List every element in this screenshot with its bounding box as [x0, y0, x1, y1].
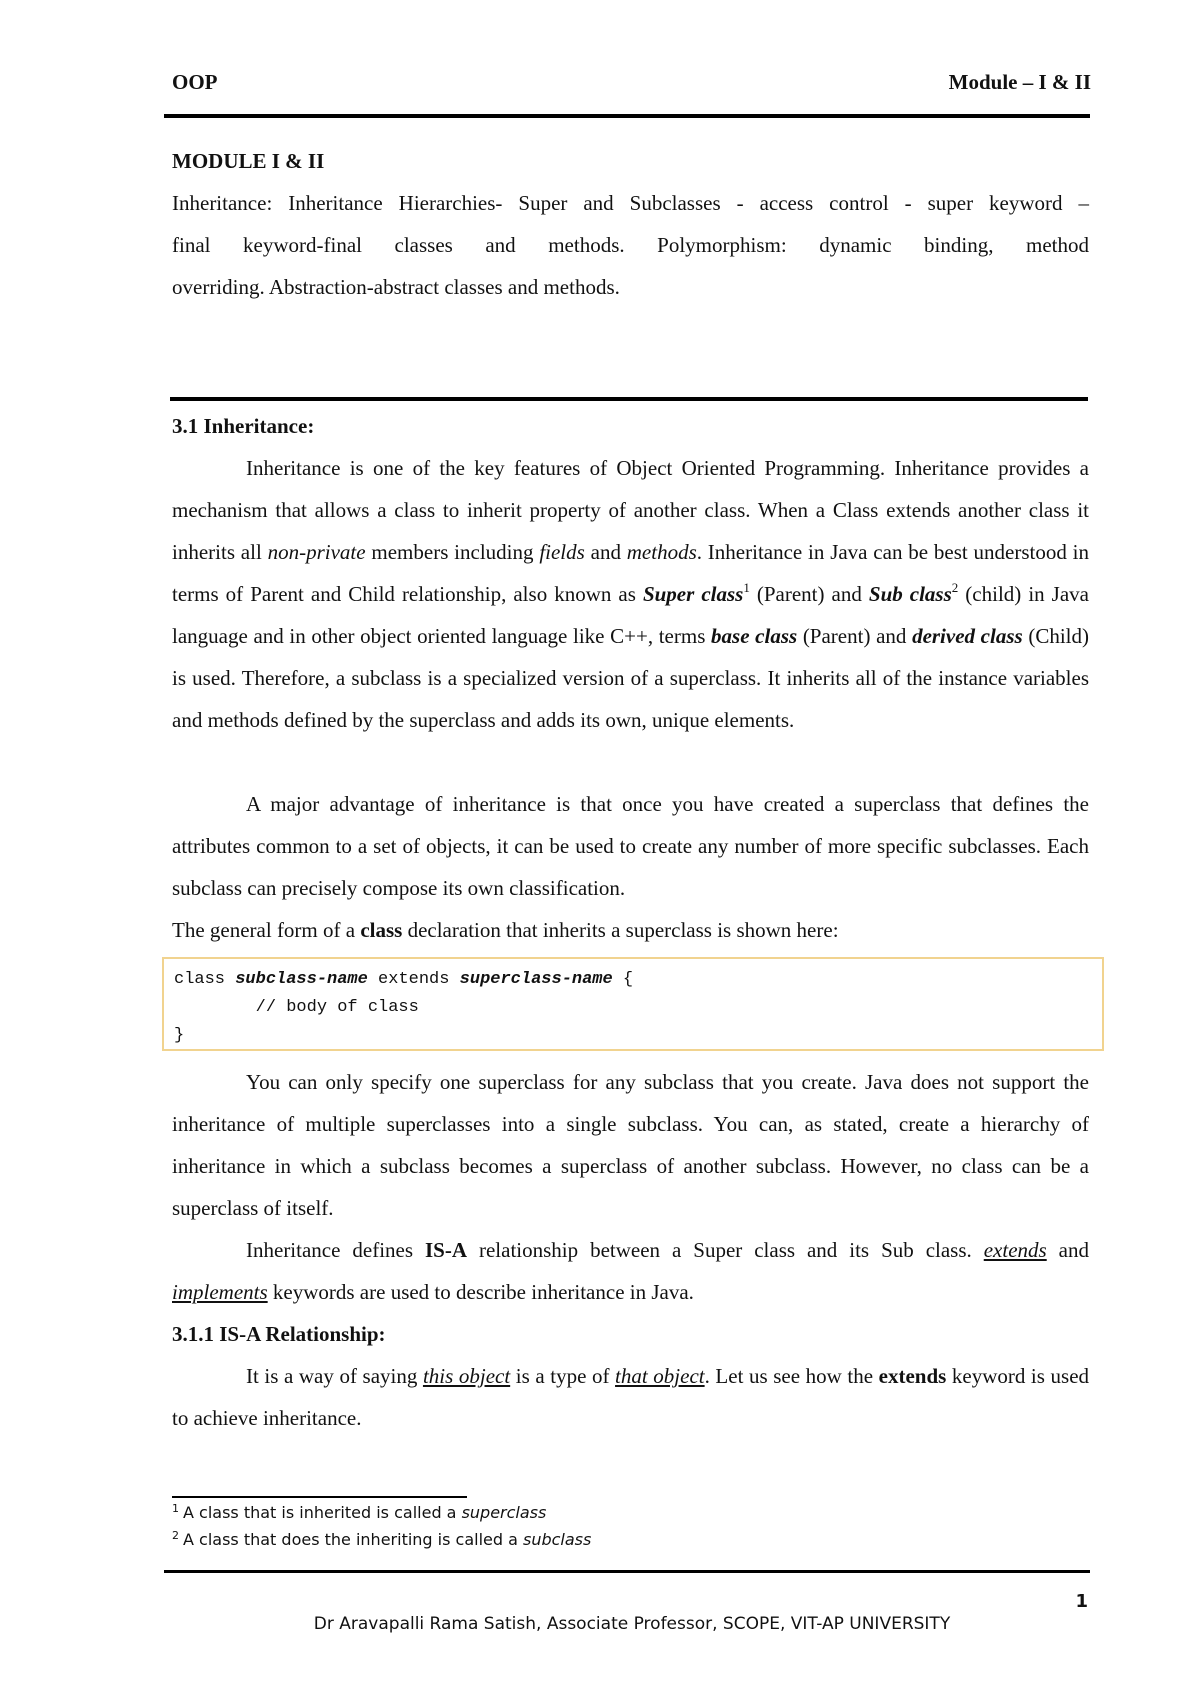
module-title: MODULE I & II: [172, 149, 325, 173]
paragraph-5: Inheritance defines IS-A relationship between a Super class and its Sub class. extends and implements keywords are used to describe inheritance in Java.: [172, 1238, 1089, 1304]
code-keyword-extends: extends: [367, 970, 460, 989]
code-subclass-name: subclass-name: [235, 970, 368, 989]
header-right: Module – I & II: [948, 70, 1091, 94]
footer-rule: [164, 1570, 1090, 1573]
paragraph-1: Inheritance is one of the key features of Object Oriented Programming. Inheritance provides a mechanism that allows a class to inherit property of another class. When a Class extends another class it inherits all non-private members including fields and methods. Inheritance in Java can be best understood in terms of Parent and Child relationship, also known as Super class$^1$ (Parent) and Sub class$^2$ (child) in Java language and in other object oriented language like C++, terms base class (Parent) and derived class (Child) is used. Therefore, a subclass is a specialized version of a superclass. It inherits all of the instance variables and methods defined by the superclass and adds its own, unique elements.: [172, 456, 1089, 732]
code-superclass-name: superclass-name: [459, 970, 613, 989]
module-line-3: overriding. Abstraction-abstract classes and methods.: [172, 275, 620, 299]
subsection-heading: 3.1.1 IS-A Relationship:: [172, 1322, 386, 1346]
page-number: 1: [1075, 1591, 1088, 1612]
module-line-2: final keyword-final classes and methods. Polymorphism: dynamic binding, method: [172, 233, 1089, 257]
code-keyword-class: class: [174, 970, 236, 989]
link-extends: extends: [983, 1238, 1047, 1262]
module-line-1: Inheritance: Inheritance Hierarchies- Super and Subclasses - access control - super keyword –: [172, 191, 1089, 215]
footer-author: Dr Aravapalli Rama Satish, Associate Professor, SCOPE, VIT-AP UNIVERSITY: [313, 1614, 951, 1634]
footnote-2: $^2$ A class that does the inheriting is called a subclass: [172, 1529, 592, 1549]
section-rule: [170, 397, 1088, 401]
footnote-1: $^1$ A class that is inherited is called a superclass: [172, 1502, 547, 1522]
paragraph-3: The general form of a class declaration that inherits a superclass is shown here:: [172, 918, 839, 942]
paragraph-2: A major advantage of inheritance is that once you have created a superclass that defines the attributes common to a set of objects, it can be used to create any number of more specific subclasses. Each subclass can precisely compose its own classification.: [172, 792, 1089, 900]
paragraph-4: You can only specify one superclass for any subclass that you create. Java does not support the inheritance of multiple superclasses into a single subclass. You can, as stated, create a hierarchy of inheritance in which a subclass becomes a superclass of another subclass. However, no class can be a superclass of itself.: [172, 1070, 1089, 1220]
code-close-brace: }: [174, 1026, 185, 1045]
code-body-comment: // body of class: [174, 998, 419, 1017]
paragraph-6: It is a way of saying this object is a type of that object. Let us see how the extends keyword is used to achieve inheritance.: [172, 1364, 1090, 1430]
section-heading: 3.1 Inheritance:: [172, 414, 315, 438]
header-rule: [164, 114, 1090, 118]
link-implements: implements: [172, 1280, 268, 1304]
header-left: OOP: [172, 70, 218, 94]
code-block: [162, 957, 1104, 1051]
code-open-brace: {: [612, 970, 634, 989]
footnote-rule: [172, 1496, 467, 1498]
